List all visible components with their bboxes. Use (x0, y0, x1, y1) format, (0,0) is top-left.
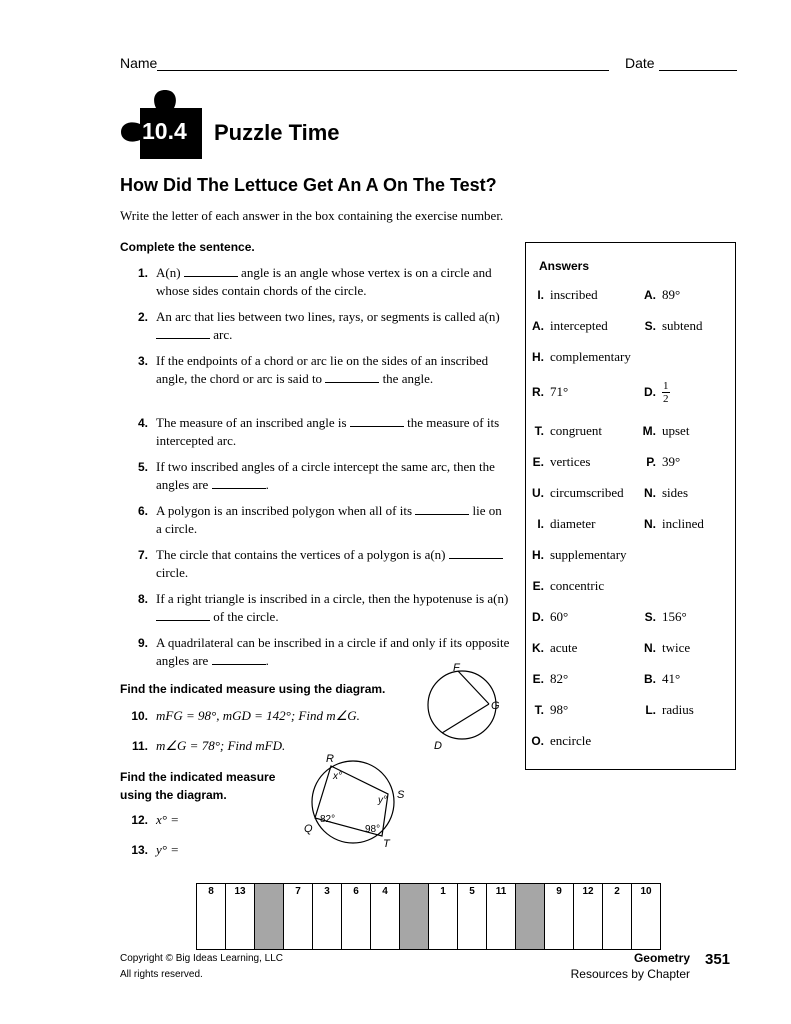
answer-blank[interactable] (156, 608, 210, 621)
answer-choice (526, 384, 568, 400)
exercise-text: m∠G = 78°; Find mFD. (156, 738, 286, 753)
answer-blank[interactable] (212, 476, 266, 489)
point-label-d: D (434, 740, 442, 752)
answer-value: congruent (550, 423, 602, 438)
answers-title: Answers (539, 259, 590, 273)
answer-value: 82° (550, 671, 569, 686)
answer-value: encircle (550, 733, 592, 748)
answer-letter: N. (644, 486, 656, 500)
answers-box (525, 242, 736, 770)
answer-grid-cell[interactable]: 4 (371, 884, 400, 950)
exercise-number: 2. (137, 310, 148, 324)
answer-letter: I. (537, 288, 544, 302)
answer-value: concentric (550, 578, 605, 593)
answer-letter: R. (532, 385, 544, 399)
answer-value: diameter (550, 516, 596, 531)
exercise-number: 6. (137, 504, 148, 518)
answer-grid-cell[interactable]: 2 (603, 884, 632, 950)
copyright: Copyright © Big Ideas Learning, LLC (120, 953, 284, 964)
exercise-7 (120, 546, 510, 582)
answer-grid-cell[interactable]: 5 (458, 884, 487, 950)
point-label-f: F (453, 662, 460, 674)
answer-value: 156° (662, 609, 687, 624)
answer-choice (526, 516, 595, 532)
point-label-g: G (491, 700, 500, 712)
answer-letter: K. (532, 641, 544, 655)
section-heading-complete: Complete the sentence. (120, 240, 255, 254)
exercise-text: y° = (156, 842, 179, 857)
exercise-text-end: . (265, 653, 269, 668)
answer-choice (638, 485, 688, 501)
name-field[interactable] (120, 55, 609, 71)
answer-letter: H. (532, 548, 544, 562)
answer-letter: B. (644, 672, 656, 686)
answer-value: 60° (550, 609, 569, 624)
grid-spacer (255, 884, 284, 950)
angle-label-y: y° (378, 795, 387, 806)
answer-choice (638, 516, 704, 532)
answer-grid-cell[interactable]: 1 (429, 884, 458, 950)
exercise-text (156, 502, 510, 538)
exercise-text (156, 414, 510, 450)
exercise-text-end: the measure of its intercepted arc. (156, 415, 500, 448)
fraction (662, 380, 670, 405)
answer-value: supplementary (550, 547, 627, 562)
answer-choice (638, 702, 694, 718)
fraction-denominator: 2 (663, 393, 669, 405)
answer-value: 41° (662, 671, 681, 686)
answer-letter: S. (644, 319, 656, 333)
exercise-text (156, 546, 510, 582)
name-label: Name (120, 55, 158, 71)
date-label: Date (625, 55, 655, 71)
answer-value: vertices (550, 454, 591, 469)
answer-choice (638, 671, 680, 687)
exercise-text: x° = (156, 812, 179, 827)
exercise-8 (120, 590, 510, 626)
answer-letter: D. (644, 384, 656, 399)
grid-spacer (516, 884, 545, 950)
exercise-text-end: circle. (156, 565, 189, 580)
answer-blank[interactable] (350, 414, 404, 427)
chord-fg (458, 671, 489, 704)
exercise-text-start: A polygon is an inscribed polygon when all of its (156, 503, 416, 518)
answer-choice (526, 454, 590, 470)
answer-blank[interactable] (212, 652, 266, 665)
answer-value: twice (662, 640, 691, 655)
answer-letter: E. (532, 672, 544, 686)
answer-letter: U. (532, 486, 544, 500)
exercise-1 (120, 264, 510, 300)
answer-letter: A. (532, 319, 544, 333)
answer-grid-cell[interactable]: 10 (632, 884, 661, 950)
answer-value: upset (662, 423, 690, 438)
exercise-5 (120, 458, 510, 494)
answer-choice (526, 287, 598, 303)
answer-choice (638, 318, 702, 334)
answer-letter: M. (642, 424, 656, 438)
answer-grid-cell[interactable]: 9 (545, 884, 574, 950)
answer-value: 39° (662, 454, 681, 469)
answer-letter: S. (644, 610, 656, 624)
exercise-text-end: lie on a circle. (156, 503, 502, 536)
angle-label-t: 98° (365, 824, 381, 835)
exercise-number: 1. (137, 266, 148, 280)
angle-label-q: 82° (320, 814, 336, 825)
point-label-t: T (383, 838, 390, 850)
answer-choice (638, 287, 680, 303)
answer-grid-cell[interactable]: 8 (197, 884, 226, 950)
answer-grid-cell[interactable]: 7 (284, 884, 313, 950)
chord-gd (442, 704, 489, 733)
answer-blank[interactable] (156, 326, 210, 339)
exercise-text-end: arc. (210, 327, 233, 342)
exercise-text-start: The circle that contains the vertices of a polygon is a(n) (156, 547, 449, 562)
section-heading-measure: Find the indicated measure using the diagram. (120, 682, 386, 696)
answer-choice (526, 733, 591, 749)
circle-diagram-fgd (415, 660, 510, 755)
inscribed-quadrilateral-diagram (300, 752, 410, 852)
answer-grid (196, 883, 661, 950)
exercise-4 (120, 414, 510, 450)
exercise-3 (120, 352, 510, 388)
answer-letter: P. (646, 455, 656, 469)
answer-value: complementary (550, 349, 631, 364)
answer-letter: N. (644, 641, 656, 655)
answer-grid-cell[interactable]: 3 (313, 884, 342, 950)
answer-choice (638, 423, 689, 439)
exercise-text (156, 308, 510, 344)
exercise-number: 9. (137, 636, 148, 650)
exercise-6 (120, 502, 510, 538)
exercise-text-end: angle is an angle whose vertex is on a circle and whose sides contain chords of the circle. (156, 265, 492, 298)
date-field[interactable] (625, 55, 737, 71)
answer-letter: A. (644, 288, 656, 302)
exercise-text (156, 264, 510, 300)
exercise-text-end: . (265, 477, 269, 492)
answer-grid-cell[interactable]: 11 (487, 884, 516, 950)
answer-choice (526, 578, 604, 594)
answer-choice (526, 318, 608, 334)
answer-blank[interactable] (184, 264, 238, 277)
answer-blank[interactable] (449, 546, 503, 559)
answer-letter: E. (532, 579, 544, 593)
answer-choice (526, 702, 568, 718)
instructions: Write the letter of each answer in the box containing the exercise number. (120, 208, 504, 223)
exercise-text (156, 352, 510, 388)
answer-value: intercepted (550, 318, 608, 333)
answer-choice (526, 671, 568, 687)
puzzle-piece-badge (118, 84, 208, 160)
exercise-number: 5. (137, 460, 148, 474)
name-line (157, 56, 609, 71)
exercise-text-start: An arc that lies between two lines, rays, or segments is called a(n) (156, 309, 500, 324)
exercise-text: mFG = 98°, mGD = 142°; Find m∠G. (156, 708, 360, 723)
exercise-2 (120, 308, 510, 344)
answer-value: acute (550, 640, 578, 655)
exercise-number: 13. (131, 843, 148, 857)
exercise-text (156, 458, 510, 494)
answer-blank[interactable] (415, 502, 469, 515)
exercise-text (156, 590, 510, 626)
circle (428, 671, 496, 739)
exercise-number: 7. (137, 548, 148, 562)
point-label-s: S (397, 789, 405, 801)
point-label-r: R (326, 753, 334, 765)
answer-value: inscribed (550, 287, 598, 302)
grid-spacer (400, 884, 429, 950)
answer-value: subtend (662, 318, 703, 333)
answer-choice (638, 640, 690, 656)
book-title: Geometry (633, 951, 690, 965)
answer-letter: E. (532, 455, 544, 469)
answer-letter: T. (534, 424, 544, 438)
exercise-number: 12. (131, 813, 148, 827)
answer-blank[interactable] (325, 370, 379, 383)
answer-value: inclined (662, 516, 704, 531)
book-subtitle: Resources by Chapter (570, 967, 690, 981)
answer-choice (638, 609, 687, 625)
exercise-number: 4. (137, 416, 148, 430)
exercise-number: 10. (131, 709, 148, 723)
exercise-text-start: If two inscribed angles of a circle intercept the same arc, then the angles are (156, 459, 495, 492)
answer-letter: N. (644, 517, 656, 531)
rights-reserved: All rights reserved. (120, 969, 203, 980)
exercise-text-start: The measure of an inscribed angle is (156, 415, 350, 430)
answer-grid-cell[interactable]: 6 (342, 884, 371, 950)
answer-letter: L. (645, 703, 656, 717)
exercise-number: 8. (137, 592, 148, 606)
exercise-text-end: of the circle. (210, 609, 279, 624)
answer-choice (526, 423, 602, 439)
answer-value: sides (662, 485, 688, 500)
answer-letter: O. (531, 734, 544, 748)
exercise-text-start: A quadrilateral can be inscribed in a circle if and only if its opposite angles are (156, 635, 510, 668)
answer-choice (638, 380, 670, 405)
fraction-numerator: 1 (663, 380, 669, 392)
puzzle-question: How Did The Lettuce Get An A On The Test? (120, 175, 497, 195)
page-number: 351 (705, 951, 731, 968)
answer-letter: T. (534, 703, 544, 717)
answer-choice (526, 609, 568, 625)
answer-choice (526, 349, 631, 365)
answer-choice (638, 454, 680, 470)
exercise-text-start: If the endpoints of a chord or arc lie on the sides of an inscribed angle, the chord or arc is said to (156, 353, 489, 386)
exercise-number: 3. (137, 354, 148, 368)
answer-choice (526, 547, 627, 563)
answer-value: radius (662, 702, 694, 717)
answer-grid-cell[interactable]: 12 (574, 884, 603, 950)
answer-value: 89° (662, 287, 681, 302)
answer-letter: H. (532, 350, 544, 364)
angle-label-x: x° (333, 771, 342, 782)
answer-grid-cell[interactable]: 13 (226, 884, 255, 950)
exercise-text-start: A(n) (156, 265, 184, 280)
exercise-number: 11. (131, 739, 148, 753)
answer-value: 71° (550, 384, 569, 399)
exercise-text-start: If a right triangle is inscribed in a circle, then the hypotenuse is a(n) (156, 591, 509, 606)
page-title: Puzzle Time (214, 120, 340, 145)
exercise-text-end: the angle. (379, 371, 434, 386)
section-heading-diagram-line1: Find the indicated measure (120, 770, 276, 784)
answer-value: 98° (550, 702, 569, 717)
answer-value: circumscribed (550, 485, 624, 500)
section-heading-diagram-line2: using the diagram. (120, 788, 227, 802)
answer-letter: I. (537, 517, 544, 531)
answer-choice (526, 485, 624, 501)
point-label-q: Q (304, 823, 313, 835)
answer-letter: D. (532, 610, 544, 624)
date-line (659, 56, 737, 71)
section-number: 10.4 (142, 118, 187, 144)
answer-choice (526, 640, 577, 656)
